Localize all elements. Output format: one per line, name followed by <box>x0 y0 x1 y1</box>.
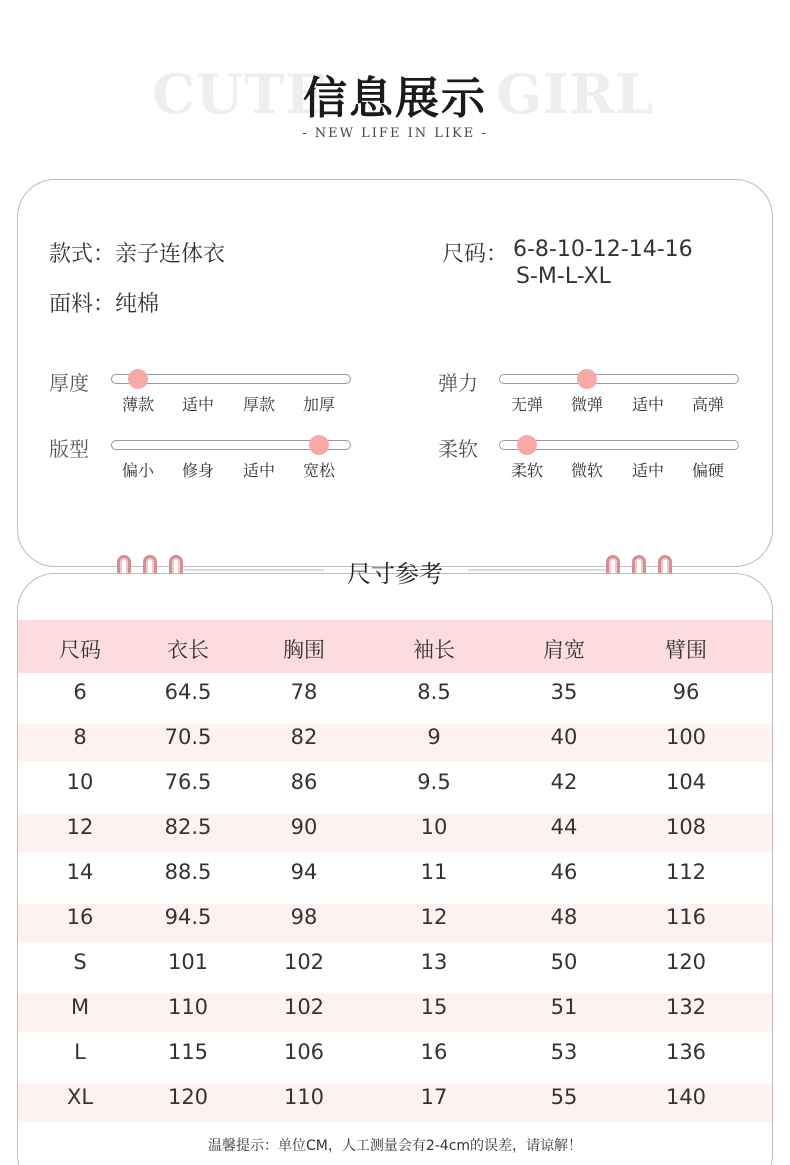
attribute-option: 高弹 <box>691 395 724 414</box>
table-cell: 70.5 <box>164 725 212 749</box>
attribute-option: 加厚 <box>302 395 335 414</box>
attribute-option: 微软 <box>570 461 603 480</box>
table-cell: 120 <box>665 950 707 974</box>
measurement-footnote: 温馨提示：单位CM，人工测量会有2-4cm的误差，请谅解！ <box>207 1138 583 1154</box>
table-header-cell: 臂围 <box>665 638 707 662</box>
table-cell: 102 <box>283 995 325 1019</box>
table-cell: 10 <box>420 815 448 839</box>
sizes-label: 尺码： <box>442 242 509 267</box>
attribute-option: 无弹 <box>510 395 543 414</box>
table-cell: 17 <box>420 1085 448 1109</box>
table-cell: 104 <box>665 770 707 794</box>
attribute-option: 适中 <box>181 395 214 414</box>
table-cell: 82 <box>290 725 318 749</box>
table-cell: 8 <box>73 725 87 749</box>
sizes-line-1: 6-8-10-12-14-16 <box>513 237 693 262</box>
table-cell: 78 <box>290 680 318 704</box>
attribute-label: 厚度 <box>49 371 89 395</box>
attribute-option: 厚款 <box>242 395 275 414</box>
header-watermark-left: CUTE <box>152 62 328 126</box>
table-header-cell: 尺码 <box>59 638 101 662</box>
attribute-label: 柔软 <box>438 437 478 461</box>
page-title: 信息展示 <box>303 73 487 124</box>
attribute-option: 修身 <box>181 461 214 480</box>
table-cell: 136 <box>665 1040 707 1064</box>
attribute-label: 弹力 <box>438 371 478 395</box>
attribute-option: 适中 <box>242 461 275 480</box>
table-cell: 6 <box>73 680 87 704</box>
style-info: 款式：亲子连体衣 <box>49 242 226 267</box>
table-cell: 11 <box>420 860 448 884</box>
table-cell: 35 <box>550 680 578 704</box>
table-cell: 9.5 <box>417 770 451 794</box>
table-cell: 94.5 <box>164 905 212 929</box>
table-cell: 101 <box>167 950 209 974</box>
slider-knob <box>517 435 537 455</box>
table-cell: 94 <box>290 860 318 884</box>
table-cell: 100 <box>665 725 707 749</box>
table-cell: 102 <box>283 950 325 974</box>
table-cell: 14 <box>66 860 94 884</box>
table-cell: 16 <box>420 1040 448 1064</box>
table-cell: L <box>74 1040 86 1064</box>
table-cell: 90 <box>290 815 318 839</box>
page-subtitle: - NEW LIFE IN LIKE - <box>302 126 488 141</box>
attribute-option: 偏小 <box>121 461 154 480</box>
table-cell: 64.5 <box>164 680 212 704</box>
attribute-option: 适中 <box>631 395 664 414</box>
table-cell: 12 <box>66 815 94 839</box>
table-cell: XL <box>66 1085 94 1109</box>
table-cell: 115 <box>167 1040 209 1064</box>
table-cell: 98 <box>290 905 318 929</box>
table-cell: 51 <box>550 995 578 1019</box>
table-cell: 82.5 <box>164 815 212 839</box>
table-cell: 44 <box>550 815 578 839</box>
table-cell: 15 <box>420 995 448 1019</box>
table-header-cell: 衣长 <box>167 638 209 662</box>
table-cell: 55 <box>550 1085 578 1109</box>
table-cell: 96 <box>672 680 700 704</box>
attribute-option: 适中 <box>631 461 664 480</box>
table-cell: S <box>73 950 87 974</box>
table-cell: M <box>70 995 90 1019</box>
table-cell: 46 <box>550 860 578 884</box>
table-cell: 76.5 <box>164 770 212 794</box>
table-cell: 112 <box>665 860 707 884</box>
attribute-label: 版型 <box>49 437 89 461</box>
table-cell: 48 <box>550 905 578 929</box>
attribute-option: 柔软 <box>510 461 543 480</box>
table-cell: 110 <box>283 1085 325 1109</box>
table-cell: 40 <box>550 725 578 749</box>
table-header-cell: 袖长 <box>413 638 455 662</box>
table-cell: 42 <box>550 770 578 794</box>
table-header-cell: 胸围 <box>283 638 325 662</box>
table-cell: 9 <box>427 725 441 749</box>
slider-knob <box>128 369 148 389</box>
table-cell: 86 <box>290 770 318 794</box>
table-cell: 50 <box>550 950 578 974</box>
table-cell: 8.5 <box>417 680 451 704</box>
slider-knob <box>577 369 597 389</box>
attribute-slider-track <box>499 374 739 384</box>
table-cell: 53 <box>550 1040 578 1064</box>
table-cell: 132 <box>665 995 707 1019</box>
attribute-option: 微弹 <box>570 395 603 414</box>
attribute-option: 宽松 <box>302 461 335 480</box>
slider-knob <box>309 435 329 455</box>
table-cell: 116 <box>665 905 707 929</box>
table-cell: 16 <box>66 905 94 929</box>
sizes-line-2: S-M-L-XL <box>516 264 611 289</box>
attribute-option: 薄款 <box>121 395 154 414</box>
table-header-cell: 肩宽 <box>543 638 585 662</box>
table-cell: 88.5 <box>164 860 212 884</box>
table-cell: 106 <box>283 1040 325 1064</box>
size-reference-title: 尺寸参考 <box>347 560 443 588</box>
table-cell: 140 <box>665 1085 707 1109</box>
table-cell: 110 <box>167 995 209 1019</box>
table-cell: 108 <box>665 815 707 839</box>
table-cell: 120 <box>167 1085 209 1109</box>
table-cell: 12 <box>420 905 448 929</box>
attribute-option: 偏硬 <box>691 461 724 480</box>
table-cell: 10 <box>66 770 94 794</box>
table-cell: 13 <box>420 950 448 974</box>
header-watermark-right: GIRL <box>496 62 655 126</box>
fabric-info: 面料：纯棉 <box>49 292 160 317</box>
